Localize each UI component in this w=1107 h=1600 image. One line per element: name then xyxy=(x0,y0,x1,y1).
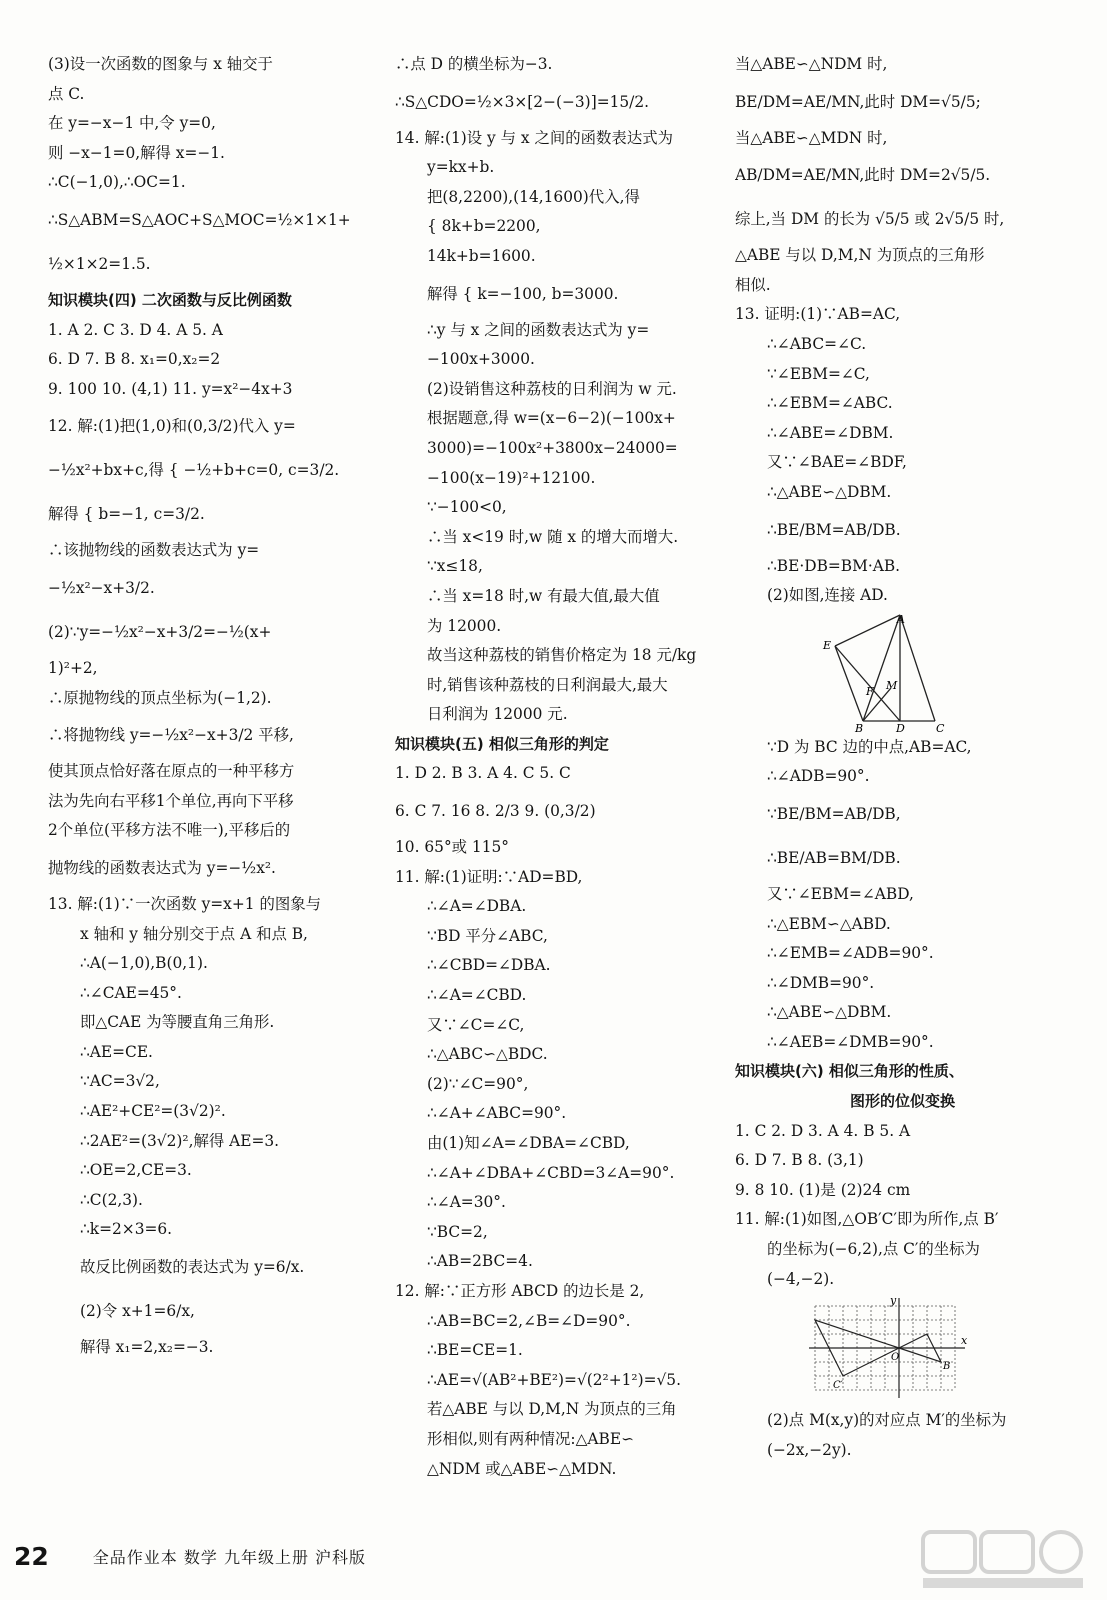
text-line: −½x²−x+3/2. xyxy=(48,578,155,597)
text-line: △NDM 或△ABE∽△MDN. xyxy=(427,1459,617,1478)
text-line: 11. 解:(1)证明:∵AD=BD, xyxy=(395,867,583,886)
text-line: 又∵∠C=∠C, xyxy=(427,1015,525,1034)
text-line: ∴原抛物线的顶点坐标为(−1,2). xyxy=(48,688,272,707)
text-line: ∵BD 平分∠ABC, xyxy=(427,926,548,945)
text-line: 的坐标为(−6,2),点 C′的坐标为 xyxy=(767,1240,980,1259)
text-line: ∴∠A=∠CBD. xyxy=(427,986,527,1005)
fig1-label-F: F xyxy=(866,684,874,698)
text-line: { 8k+b=2200, xyxy=(427,217,541,236)
text-line: −100x+3000. xyxy=(427,350,535,369)
text-line: ∴△EBM∽△ABD. xyxy=(767,914,891,933)
text-line: 时,销售该种荔枝的日利润最大,最大 xyxy=(427,675,668,694)
figure-grid-homothety xyxy=(735,1294,1065,1406)
text-line: x 轴和 y 轴分别交于点 A 和点 B, xyxy=(80,924,308,943)
text-line: ∴AB=2BC=4. xyxy=(427,1252,533,1271)
text-line: 2个单位(平移方法不唯一),平移后的 xyxy=(48,821,291,840)
text-line: ∴当 x<19 时,w 随 x 的增大而增大. xyxy=(427,527,679,546)
text-line: (2)设销售这种荔枝的日利润为 w 元. xyxy=(427,379,677,398)
text-line: 故反比例函数的表达式为 y=6/x. xyxy=(80,1258,305,1277)
text-line: ∵x≤18, xyxy=(427,557,483,576)
text-line: 把(8,2200),(14,1600)代入,得 xyxy=(427,187,640,206)
column-left xyxy=(48,50,378,1363)
fig2-label-O: O xyxy=(891,1352,900,1364)
text-line: (3)设一次函数的图象与 x 轴交于 xyxy=(48,55,273,73)
fig1-label-A: A xyxy=(897,612,905,626)
text-line: ∴BE=CE=1. xyxy=(427,1341,523,1360)
text-line: 点 C. xyxy=(48,84,85,103)
text-line: ∴∠EMB=∠ADB=90°. xyxy=(767,944,934,963)
text-line: 1)²+2, xyxy=(48,658,98,677)
text-line: 12. 解:(1)把(1,0)和(0,3/2)代入 y= xyxy=(48,417,296,436)
text-line: (−2x,−2y). xyxy=(767,1440,852,1459)
book-info: 全品作业本 数学 九年级上册 沪科版 xyxy=(92,1547,367,1567)
text-line: ∵∠EBM=∠C, xyxy=(767,364,870,383)
text-line: 11. 解:(1)如图,△OB′C′即为所作,点 B′ xyxy=(735,1210,999,1229)
section-heading: 知识模块(六) 相似三角形的性质、 xyxy=(735,1062,964,1081)
text-line: 14k+b=1600. xyxy=(427,246,536,265)
text-line: ∴BE·DB=BM·AB. xyxy=(767,556,901,575)
text-line: ∴AE²+CE²=(3√2)². xyxy=(80,1102,226,1121)
text-line: 13. 解:(1)∵一次函数 y=x+1 的图象与 xyxy=(48,894,322,913)
text-line: ∴当 x=18 时,w 有最大值,最大值 xyxy=(427,586,660,605)
text-line: ∴∠A+∠ABC=90°. xyxy=(427,1104,567,1123)
text-line: 解得 { k=−100, b=3000. xyxy=(427,284,619,303)
text-line: 为 12000. xyxy=(427,616,502,635)
text-line: △ABE 与以 D,M,N 为顶点的三角形 xyxy=(735,246,985,265)
section-heading: 知识模块(五) 相似三角形的判定 xyxy=(395,734,609,753)
text-line: 6. C 7. 16 8. 2/3 9. (0,3/2) xyxy=(395,802,596,821)
text-line: 1. C 2. D 3. A 4. B 5. A xyxy=(735,1121,911,1140)
figure-triangle-abc xyxy=(735,611,1065,733)
text-line: ∴∠A+∠DBA+∠CBD=3∠A=90°. xyxy=(427,1163,675,1182)
text-line: ∵D 为 BC 边的中点,AB=AC, xyxy=(767,737,972,756)
text-line: 形相似,则有两种情况:△ABE∽ xyxy=(427,1429,634,1448)
text-line: ∵−100<0, xyxy=(427,498,507,517)
text-line: ∴k=2×3=6. xyxy=(80,1220,173,1239)
text-line: ∴BE/AB=BM/DB. xyxy=(767,848,901,867)
text-line: ∴AB=BC=2,∠B=∠D=90°. xyxy=(427,1311,631,1330)
text-line: ∴∠ADB=90°. xyxy=(767,767,870,786)
text-line: (2)∵y=−½x²−x+3/2=−½(x+ xyxy=(48,622,272,641)
text-line: ∴∠DMB=90°. xyxy=(767,973,875,992)
text-line: 解得 { b=−1, c=3/2. xyxy=(48,505,205,524)
text-line: ∴AE=CE. xyxy=(80,1042,153,1061)
text-line: 6. D 7. B 8. (3,1) xyxy=(735,1151,864,1170)
text-line: ∴将抛物线 y=−½x²−x+3/2 平移, xyxy=(48,726,294,745)
watermark-logo xyxy=(919,1528,1089,1592)
text-line: (2)∵∠C=90°, xyxy=(427,1074,529,1093)
text-line: 又∵∠EBM=∠ABD, xyxy=(767,884,914,903)
text-line: ½×1×2=1.5. xyxy=(48,254,151,273)
text-line: ∴∠AEB=∠DMB=90°. xyxy=(767,1032,934,1051)
text-line: (2)如图,连接 AD. xyxy=(767,586,888,605)
text-line: ∴AE=√(AB²+BE²)=√(2²+1²)=√5. xyxy=(427,1370,681,1389)
column-right xyxy=(735,50,1070,1465)
text-line: 当△ABE∽△MDN 时, xyxy=(735,128,888,147)
text-line: 综上,当 DM 的长为 √5/5 或 2√5/5 时, xyxy=(735,210,1005,229)
text-line: 解得 x₁=2,x₂=−3. xyxy=(80,1338,214,1357)
text-line: ∵BE/BM=AB/DB, xyxy=(767,804,901,823)
text-line: 1. D 2. B 3. A 4. C 5. C xyxy=(395,764,571,783)
text-line: 13. 证明:(1)∵AB=AC, xyxy=(735,305,901,324)
text-line: 即△CAE 为等腰直角三角形. xyxy=(80,1013,275,1032)
text-line: (−4,−2). xyxy=(767,1269,835,1288)
text-line: 9. 8 10. (1)是 (2)24 cm xyxy=(735,1180,911,1199)
section-heading: 图形的位似变换 xyxy=(849,1092,955,1111)
text-line: ∴∠ABC=∠C. xyxy=(767,334,867,353)
text-line: ∴y 与 x 之间的函数表达式为 y= xyxy=(427,320,650,339)
text-line: 14. 解:(1)设 y 与 x 之间的函数表达式为 xyxy=(395,128,673,147)
text-line: 当△ABE∽△NDM 时, xyxy=(735,55,888,73)
fig2-label-B: B xyxy=(943,1361,951,1373)
text-line: 若△ABE 与以 D,M,N 为顶点的三角 xyxy=(427,1400,677,1419)
text-line: ∴△ABE∽△DBM. xyxy=(767,482,892,501)
text-line: ∴C(−1,0),∴OC=1. xyxy=(48,173,186,192)
text-line: ∴△ABE∽△DBM. xyxy=(767,1003,892,1022)
fig1-label-E: E xyxy=(823,638,832,652)
text-line: y=kx+b. xyxy=(427,158,495,177)
text-line: 法为先向右平移1个单位,再向下平移 xyxy=(48,791,294,810)
text-line: ∴∠CAE=45°. xyxy=(80,983,182,1002)
text-line: ∴∠ABE=∠DBM. xyxy=(767,423,894,442)
text-line: (2)点 M(x,y)的对应点 M′的坐标为 xyxy=(767,1411,1007,1430)
text-line: ∵BC=2, xyxy=(427,1222,488,1241)
section-heading: 知识模块(四) 二次函数与反比例函数 xyxy=(48,290,292,309)
text-line: ∵AC=3√2, xyxy=(80,1072,160,1091)
column-middle xyxy=(395,50,720,1484)
text-line: 相似. xyxy=(735,275,771,294)
text-line: ∴OE=2,CE=3. xyxy=(80,1161,192,1180)
text-line: 3000)=−100x²+3800x−24000= xyxy=(427,438,678,457)
text-line: 12. 解:∵正方形 ABCD 的边长是 2, xyxy=(395,1281,645,1300)
text-line: ∴△ABC∽△BDC. xyxy=(427,1045,548,1064)
text-line: ∴∠CBD=∠DBA. xyxy=(427,956,551,975)
text-line: ∴2AE²=(3√2)²,解得 AE=3. xyxy=(80,1131,280,1150)
text-line: 6. D 7. B 8. x₁=0,x₂=2 xyxy=(48,350,221,369)
text-line: 9. 100 10. (4,1) 11. y=x²−4x+3 xyxy=(48,379,293,398)
fig1-label-M: M xyxy=(886,678,898,692)
text-line: 在 y=−x−1 中,令 y=0, xyxy=(48,114,216,133)
text-line: 根据题意,得 w=(x−6−2)(−100x+ xyxy=(427,409,676,428)
text-line: 由(1)知∠A=∠DBA=∠CBD, xyxy=(427,1134,630,1152)
fig1-label-D: D xyxy=(896,721,905,733)
text-line: 故当这种荔枝的销售价格定为 18 元/kg xyxy=(427,646,697,665)
fig1-label-C: C xyxy=(936,721,945,733)
text-line: ∴S△CDO=½×3×[2−(−3)]=15/2. xyxy=(395,92,650,111)
text-line: 10. 65°或 115° xyxy=(395,838,510,857)
text-line: ∴∠A=30°. xyxy=(427,1193,506,1212)
text-line: 又∵∠BAE=∠BDF, xyxy=(767,453,907,472)
text-line: AB/DM=AE/MN,此时 DM=2√5/5. xyxy=(735,166,991,185)
text-line: ∴∠EBM=∠ABC. xyxy=(767,394,893,413)
text-line: ∴A(−1,0),B(0,1). xyxy=(80,954,208,973)
text-line: 日利润为 12000 元. xyxy=(427,705,568,724)
text-line: 1. A 2. C 3. D 4. A 5. A xyxy=(48,320,223,339)
fig2-label-Cprime: C′ xyxy=(833,1380,843,1392)
fig1-label-B: B xyxy=(855,721,864,733)
page-footer xyxy=(14,1536,366,1576)
fig2-label-y: y xyxy=(890,1294,897,1308)
text-line: ∴该抛物线的函数表达式为 y= xyxy=(48,541,260,560)
fig2-label-x: x xyxy=(961,1334,968,1348)
text-line: 使其顶点恰好落在原点的一种平移方 xyxy=(48,762,295,781)
page-number: 22 xyxy=(14,1541,49,1571)
text-line: −100(x−19)²+12100. xyxy=(427,468,596,487)
text-line: −½x²+bx+c,得 { −½+b+c=0, c=3/2. xyxy=(48,461,340,480)
text-line: ∴S△ABM=S△AOC+S△MOC=½×1×1+ xyxy=(48,210,351,229)
text-line: ∴C(2,3). xyxy=(80,1190,143,1209)
text-line: 抛物线的函数表达式为 y=−½x². xyxy=(48,858,276,877)
text-line: (2)令 x+1=6/x, xyxy=(80,1302,195,1321)
text-line: ∴∠A=∠DBA. xyxy=(427,897,527,916)
text-line: 则 −x−1=0,解得 x=−1. xyxy=(48,143,225,162)
text-line: ∴BE/BM=AB/DB. xyxy=(767,520,901,539)
text-line: BE/DM=AE/MN,此时 DM=√5/5; xyxy=(735,92,981,111)
text-line: ∴点 D 的横坐标为−3. xyxy=(395,55,553,73)
